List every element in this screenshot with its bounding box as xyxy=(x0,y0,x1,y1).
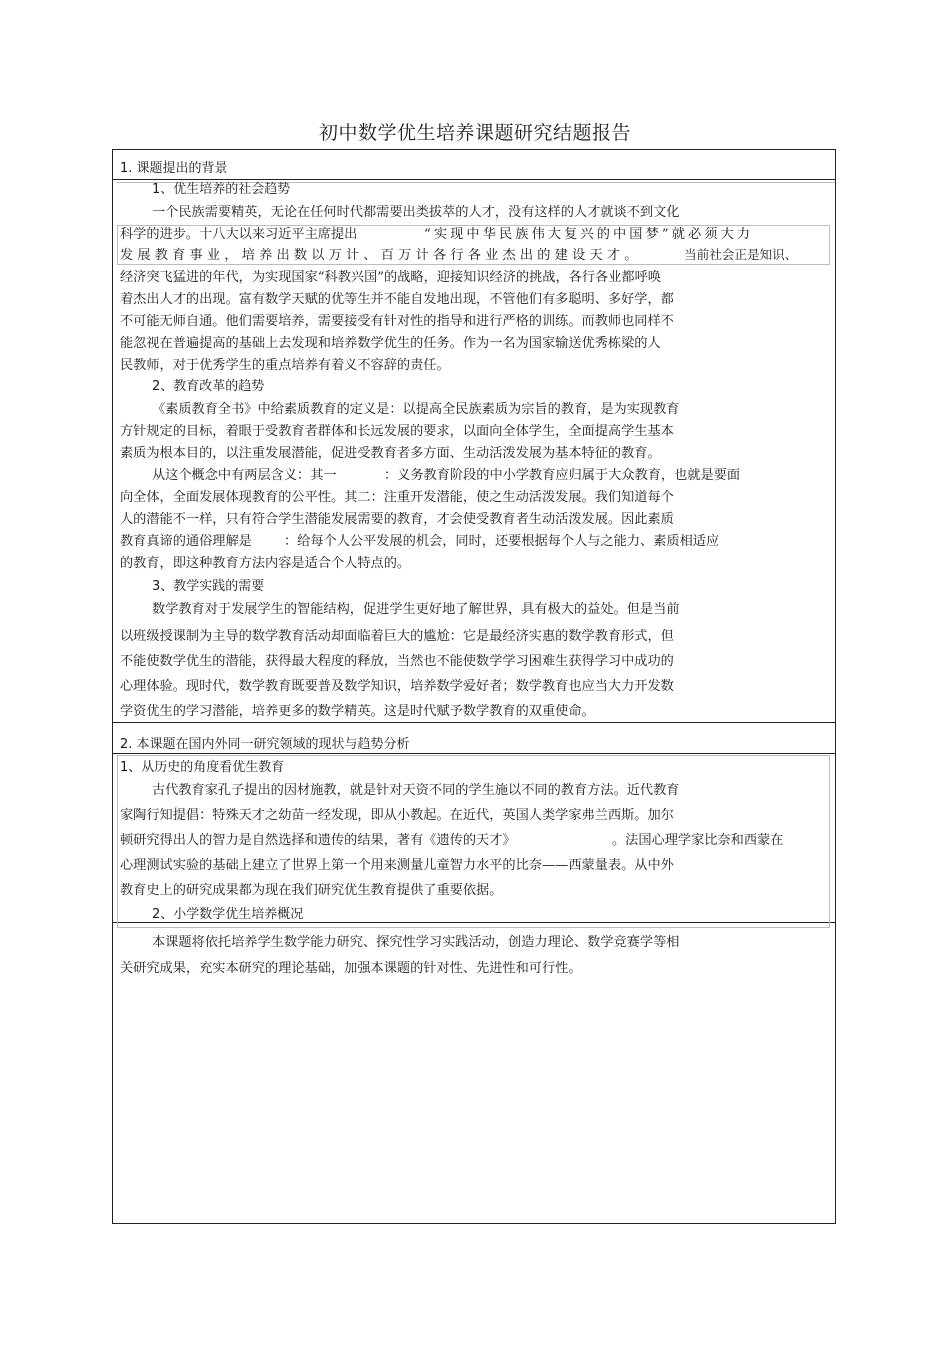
paragraph-line: 教育史上的研究成果都为现在我们研究优生教育提供了重要依据。 xyxy=(120,883,503,898)
paragraph-line: 《素质教育全书》中给素质教育的定义是：以提高全民族素质为宗旨的教育，是为实现教育 xyxy=(152,402,680,417)
section1-subheading-3: 3、教学实践的需要 xyxy=(152,579,265,594)
section2-subheading-1: 1、从历史的角度看优生教育 xyxy=(120,760,285,775)
paragraph-line: 方针规定的目标，着眼于受教育者群体和长远发展的要求，以面向全体学生，全面提高学生基本 xyxy=(120,424,674,439)
paragraph-line: 心理体验。现时代，数学教育既要普及数学知识，培养数学爱好者；数学教育也应当大力开发数 xyxy=(120,679,674,694)
paragraph-line: 素质为根本目的，以注重发展潜能，促进受教育者多方面、生动活泼发展为基本特征的教育。 xyxy=(120,446,661,461)
section2-heading: 2. 本课题在国内外同一研究领域的现状与趋势分析 xyxy=(120,737,410,752)
paragraph-line: 。法国心理学家比奈和西蒙在 xyxy=(612,833,784,848)
document-title: 初中数学优生培养课题研究结题报告 xyxy=(318,122,631,144)
paragraph-line: 能忽视在普遍提高的基础上去发现和培养数学优生的任务。作为一名为国家输送优秀栋梁的人 xyxy=(120,336,661,351)
paragraph-line: 着杰出人才的出现。富有数学天赋的优等生并不能自发地出现，不管他们有多聪明、多好学，都 xyxy=(120,292,674,307)
paragraph-line: 不能使数学优生的潜能，获得最大程度的释放，当然也不能使数学学习困难生获得学习中成功的 xyxy=(120,654,674,669)
section2-subdivider xyxy=(112,753,836,754)
paragraph-line: 科学的进步。十八大以来习近平主席提出 xyxy=(120,227,358,242)
paragraph-line: 当前社会正是知识、 xyxy=(684,247,798,262)
paragraph-line: 从这个概念中有两层含义：其一 xyxy=(152,468,337,483)
paragraph-line: 学资优生的学习潜能，培养更多的数学精英。这是时代赋予数学教育的双重使命。 xyxy=(120,704,595,719)
paragraph-line: 经济突飞猛进的年代，为实现国家“科教兴国”的战略，迎接知识经济的挑战，各行各业都呼唤 xyxy=(120,270,661,285)
section1-heading: 1. 课题提出的背景 xyxy=(120,161,228,176)
paragraph-line: 古代教育家孔子提出的因材施教，就是针对天资不同的学生施以不同的教育方法。近代教育 xyxy=(152,783,680,798)
paragraph-line: 关研究成果，充实本研究的理论基础，加强本课题的针对性、先进性和可行性。 xyxy=(120,961,582,976)
section1-subheading-2: 2、教育改革的趋势 xyxy=(152,379,265,394)
paragraph-line: 数学教育对于发展学生的智能结构，促进学生更好地了解世界，具有极大的益处。但是当前 xyxy=(152,602,680,617)
section2-divider xyxy=(112,722,836,723)
paragraph-line: 以班级授课制为主导的数学教育活动却面临着巨大的尴尬：它是最经济实惠的数学教育形式，但 xyxy=(120,629,674,644)
section2-subheading-2: 2、小学数学优生培养概况 xyxy=(152,907,304,922)
paragraph-line: 一个民族需要精英，无论在任何时代都需要出类拔萃的人才，没有这样的人才就谈不到文化 xyxy=(152,205,680,220)
paragraph-line: ：给每个人公平发展的机会，同时，还要根据每个人与之能力、素质相适应 xyxy=(284,534,720,549)
paragraph-line: 不可能无师自通。他们需要培养，需要接受有针对性的指导和进行严格的训练。而教师也同样不 xyxy=(120,314,674,329)
paragraph-line: 顿研究得出人的智力是自然选择和遗传的结果，著有《遗传的天才》 xyxy=(120,833,516,848)
paragraph-line: 教育真谛的通俗理解是 xyxy=(120,534,252,549)
paragraph-line: 家陶行知提倡：特殊天才之幼苗一经发现，即从小教起。在近代，英国人类学家弗兰西斯。加尔 xyxy=(120,808,674,823)
section1-subheading-1: 1、优生培养的社会趋势 xyxy=(152,182,291,197)
paragraph-line: 心理测试实验的基础上建立了世界上第一个用来测量儿童智力水平的比奈——西蒙量表。从中外 xyxy=(120,858,674,873)
paragraph-line: 的教育，即这种教育方法内容是适合个人特点的。 xyxy=(120,556,411,571)
paragraph-line-emphasis: “实现中华民族伟大复兴的中国梦”就必须大力 xyxy=(424,227,754,242)
section1-divider xyxy=(112,179,836,180)
paragraph-line: 向全体，全面发展体现教育的公平性。其二：注重开发潜能，使之生动活泼发展。我们知道每个 xyxy=(120,490,674,505)
paragraph-line: 本课题将依托培养学生数学能力研究、探究性学习实践活动，创造力理论、数学竞赛学等相 xyxy=(152,935,680,950)
paragraph-line: ：义务教育阶段的中小学教育应归属于大众教育，也就是要面 xyxy=(384,468,741,483)
table-bottom-extension xyxy=(112,922,836,1224)
paragraph-line: 人的潜能不一样，只有符合学生潜能发展需要的教育，才会使受教育者生动活泼发展。因此素质 xyxy=(120,512,674,527)
paragraph-line: 民教师，对于优秀学生的重点培养有着义不容辞的责任。 xyxy=(120,358,450,373)
paragraph-line-emphasis: 发展教育事业，培养出数以万计、百万计各行各业杰出的建设天才。 xyxy=(120,248,642,263)
